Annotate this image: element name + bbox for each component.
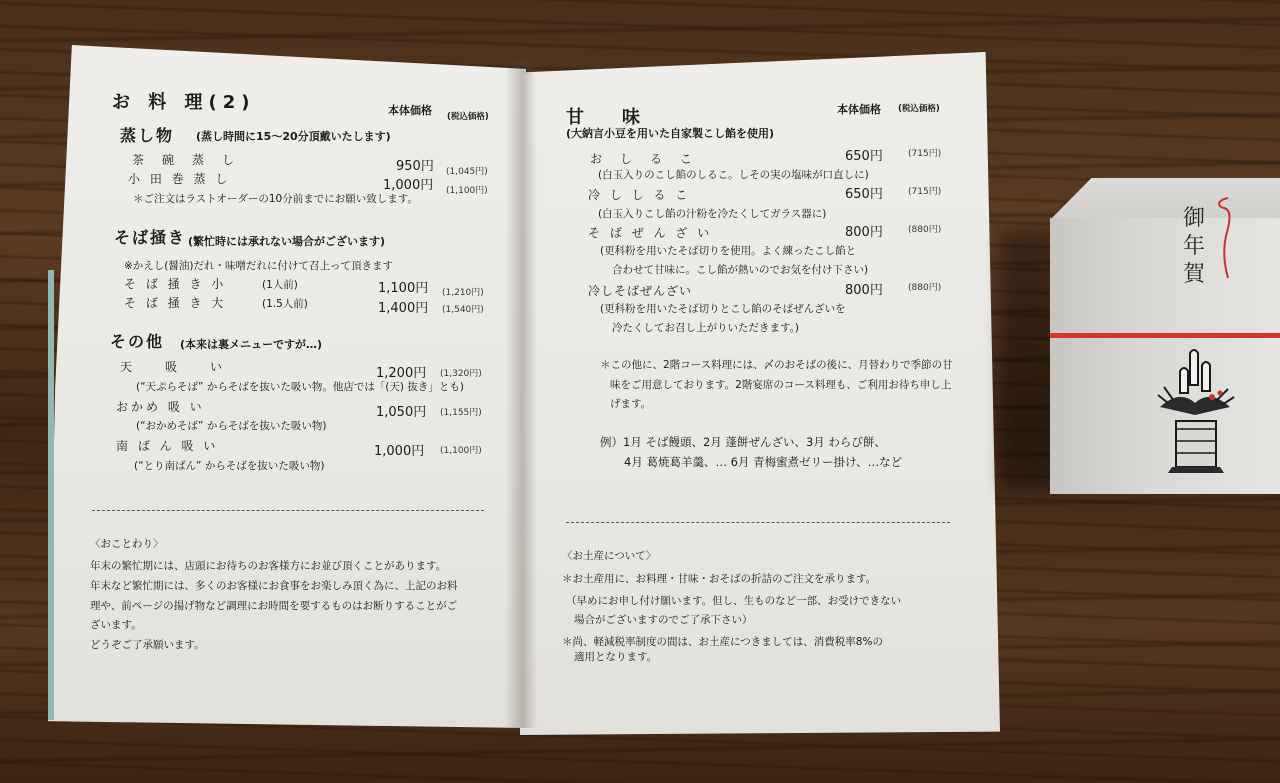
notice-line: どうぞご了承願います。 bbox=[90, 639, 205, 651]
menu-item-description: (“とり南ばん” からそばを抜いた吸い物) bbox=[134, 460, 325, 472]
menu-item-name: 冷 し し る こ bbox=[588, 188, 691, 202]
menu-item-tax: (880円) bbox=[908, 283, 942, 293]
menu-item-description: 冷たくしてお召し上がりいただきます。) bbox=[612, 322, 800, 334]
notice-line: ざいます。 bbox=[90, 619, 142, 631]
menu-item-tax: (1,100円) bbox=[446, 186, 488, 196]
menu-item-price: 1,400円 bbox=[378, 301, 429, 316]
souvenir-title: 〈お土産について〉 bbox=[562, 550, 657, 562]
menu-item-portion: (1.5人前) bbox=[262, 298, 308, 310]
menu-item-price: 1,050円 bbox=[376, 405, 427, 420]
notice-title: 〈おことわり〉 bbox=[90, 538, 164, 550]
menu-item-price: 1,000円 bbox=[383, 178, 434, 193]
tax-column-head: (税込価格) bbox=[898, 104, 940, 114]
menu-item-tax: (715円) bbox=[908, 187, 942, 197]
menu-item-name: そ ば 掻 き 大 bbox=[124, 296, 227, 310]
course-note-line: ＊この他に、2階コース料理には、〆のおそばの後に、月替わりで季節の甘 bbox=[600, 359, 953, 371]
menu-item-name: 小 田 巻 蒸 し bbox=[128, 172, 231, 186]
seasonal-example-line: 例）1月 そば饅頭、2月 蓬餅ぜんざい、3月 わらび餅、 bbox=[600, 435, 886, 449]
gift-box-label: 御年賀 bbox=[1182, 206, 1205, 287]
course-note-line: げます。 bbox=[610, 398, 652, 410]
gift-box-lid bbox=[1050, 178, 1280, 220]
menu-item-price: 800円 bbox=[845, 283, 883, 298]
divider-dashed bbox=[92, 510, 484, 511]
booklet-binding bbox=[505, 60, 537, 728]
menu-item-name: そ ば ぜ ん ざ い bbox=[588, 226, 713, 240]
section-heading-steamed: 蒸し物 bbox=[120, 126, 175, 145]
menu-item-tax: (715円) bbox=[908, 149, 942, 159]
menu-item-price: 1,000円 bbox=[374, 444, 425, 459]
menu-item-tax: (1,210円) bbox=[442, 288, 484, 298]
menu-item-tax: (1,155円) bbox=[440, 408, 482, 418]
booklet-cover-edge bbox=[48, 270, 54, 720]
menu-item-price: 1,200円 bbox=[376, 366, 427, 381]
menu-item-tax: (1,045円) bbox=[446, 167, 488, 177]
seasonal-example-line: 4月 葛焼葛羊羹、… 6月 青梅蜜煮ゼリー掛け、…など bbox=[624, 455, 903, 469]
souvenir-line: ＊尚、軽減税率制度の間は、お土産につきましては、消費税率8%の bbox=[562, 636, 883, 648]
menu-item-name: おかめ 吸 い bbox=[116, 400, 205, 414]
menu-item-tax: (1,320円) bbox=[440, 369, 482, 379]
souvenir-line: 適用となります。 bbox=[574, 651, 658, 663]
section-note-steamed: (蒸し時間に15〜20分頂戴いたします) bbox=[196, 130, 391, 143]
menu-item-price: 1,100円 bbox=[378, 281, 429, 296]
menu-item-name: お し る こ bbox=[590, 152, 696, 166]
souvenir-line: （早めにお申し付け願います。但し、生ものなど一部、お受けできない bbox=[566, 595, 902, 607]
section-heading-sobagaki: そば掻き bbox=[114, 228, 187, 247]
menu-item-tax: (1,540円) bbox=[442, 305, 484, 315]
menu-item-name: そ ば 掻 き 小 bbox=[124, 277, 227, 291]
menu-item-description: (“おかめそば” からそばを抜いた吸い物) bbox=[136, 420, 327, 432]
souvenir-line: 場合がございますのでご了承下さい） bbox=[574, 614, 753, 626]
course-note-line: 味をご用意しております。2階宴席のコース料理も、ご利用お待ち申し上 bbox=[610, 379, 952, 391]
menu-item-portion: (1人前) bbox=[262, 279, 298, 291]
menu-item-tax: (880円) bbox=[908, 225, 942, 235]
section-heading-other: その他 bbox=[110, 332, 165, 351]
menu-item-price: 950円 bbox=[396, 159, 434, 174]
section-note-sobagaki: (繁忙時には承れない場合がございます) bbox=[188, 235, 386, 248]
section-intro: ※かえし(醤油)だれ・味噌だれに付けて召上って頂きます bbox=[124, 260, 393, 272]
section-note-other: (本来は裏メニューですが…) bbox=[180, 338, 323, 351]
divider-dashed bbox=[566, 522, 950, 523]
menu-item-price: 800円 bbox=[845, 225, 883, 240]
notice-line: 年末など繁忙期には、多くのお客様にお食事をお楽しみ頂く為に、上記のお料 bbox=[90, 580, 458, 592]
noshi-icon bbox=[1210, 192, 1240, 282]
gift-box-red-band bbox=[1050, 333, 1280, 338]
menu-item-description: (白玉入りのこし餡のしるこ。しその実の塩味が口直しに) bbox=[598, 169, 869, 181]
notice-line: 年末の繁忙期には、店頭にお待ちのお客様方にお並び頂くことがあります。 bbox=[90, 560, 447, 572]
souvenir-line: ＊お土産用に、お料理・甘味・おそばの折詰のご注文を承ります。 bbox=[562, 573, 877, 585]
menu-item-description: (白玉入りこし餡の汁粉を冷たくしてガラス器に) bbox=[598, 208, 827, 220]
menu-item-price: 650円 bbox=[845, 149, 883, 164]
menu-item-description: (更科粉を用いたそば切りを使用。よく練ったこし餡と bbox=[600, 245, 857, 257]
menu-item-name: 天 吸 い bbox=[120, 360, 226, 374]
price-column-head: 本体価格 bbox=[388, 104, 432, 117]
notice-line: 理や、前ページの揚げ物など調理にお時間を要するものはお断りすることがご bbox=[90, 600, 458, 612]
menu-item-name: 南 ば ん 吸 い bbox=[116, 439, 219, 453]
page-subtitle-right: (大納言小豆を用いた自家製こし餡を使用) bbox=[566, 127, 775, 140]
section-footnote: ＊ご注文はラストオーダーの10分前までにお願い致します。 bbox=[133, 193, 418, 205]
menu-item-price: 650円 bbox=[845, 187, 883, 202]
menu-item-tax: (1,100円) bbox=[440, 446, 482, 456]
menu-item-description: 合わせて甘味に。こし餡が熱いのでお気を付け下さい) bbox=[612, 264, 869, 276]
menu-item-name: 冷しそばぜんざい bbox=[588, 284, 693, 298]
page-title-right: 甘 味 bbox=[566, 107, 650, 128]
menu-item-description: (“天ぷらそば” からそばを抜いた吸い物。他店では「(天) 抜き」とも) bbox=[136, 381, 464, 393]
price-column-head: 本体価格 bbox=[837, 103, 881, 116]
tax-column-head: (税込価格) bbox=[447, 112, 489, 122]
menu-item-description: (更科粉を用いたそば切りとこし餡のそばぜんざいを bbox=[600, 303, 846, 315]
page-title-left: お 料 理(2) bbox=[112, 92, 256, 113]
kadomatsu-icon bbox=[1150, 345, 1240, 480]
menu-item-name: 茶 碗 蒸 し bbox=[132, 153, 238, 167]
